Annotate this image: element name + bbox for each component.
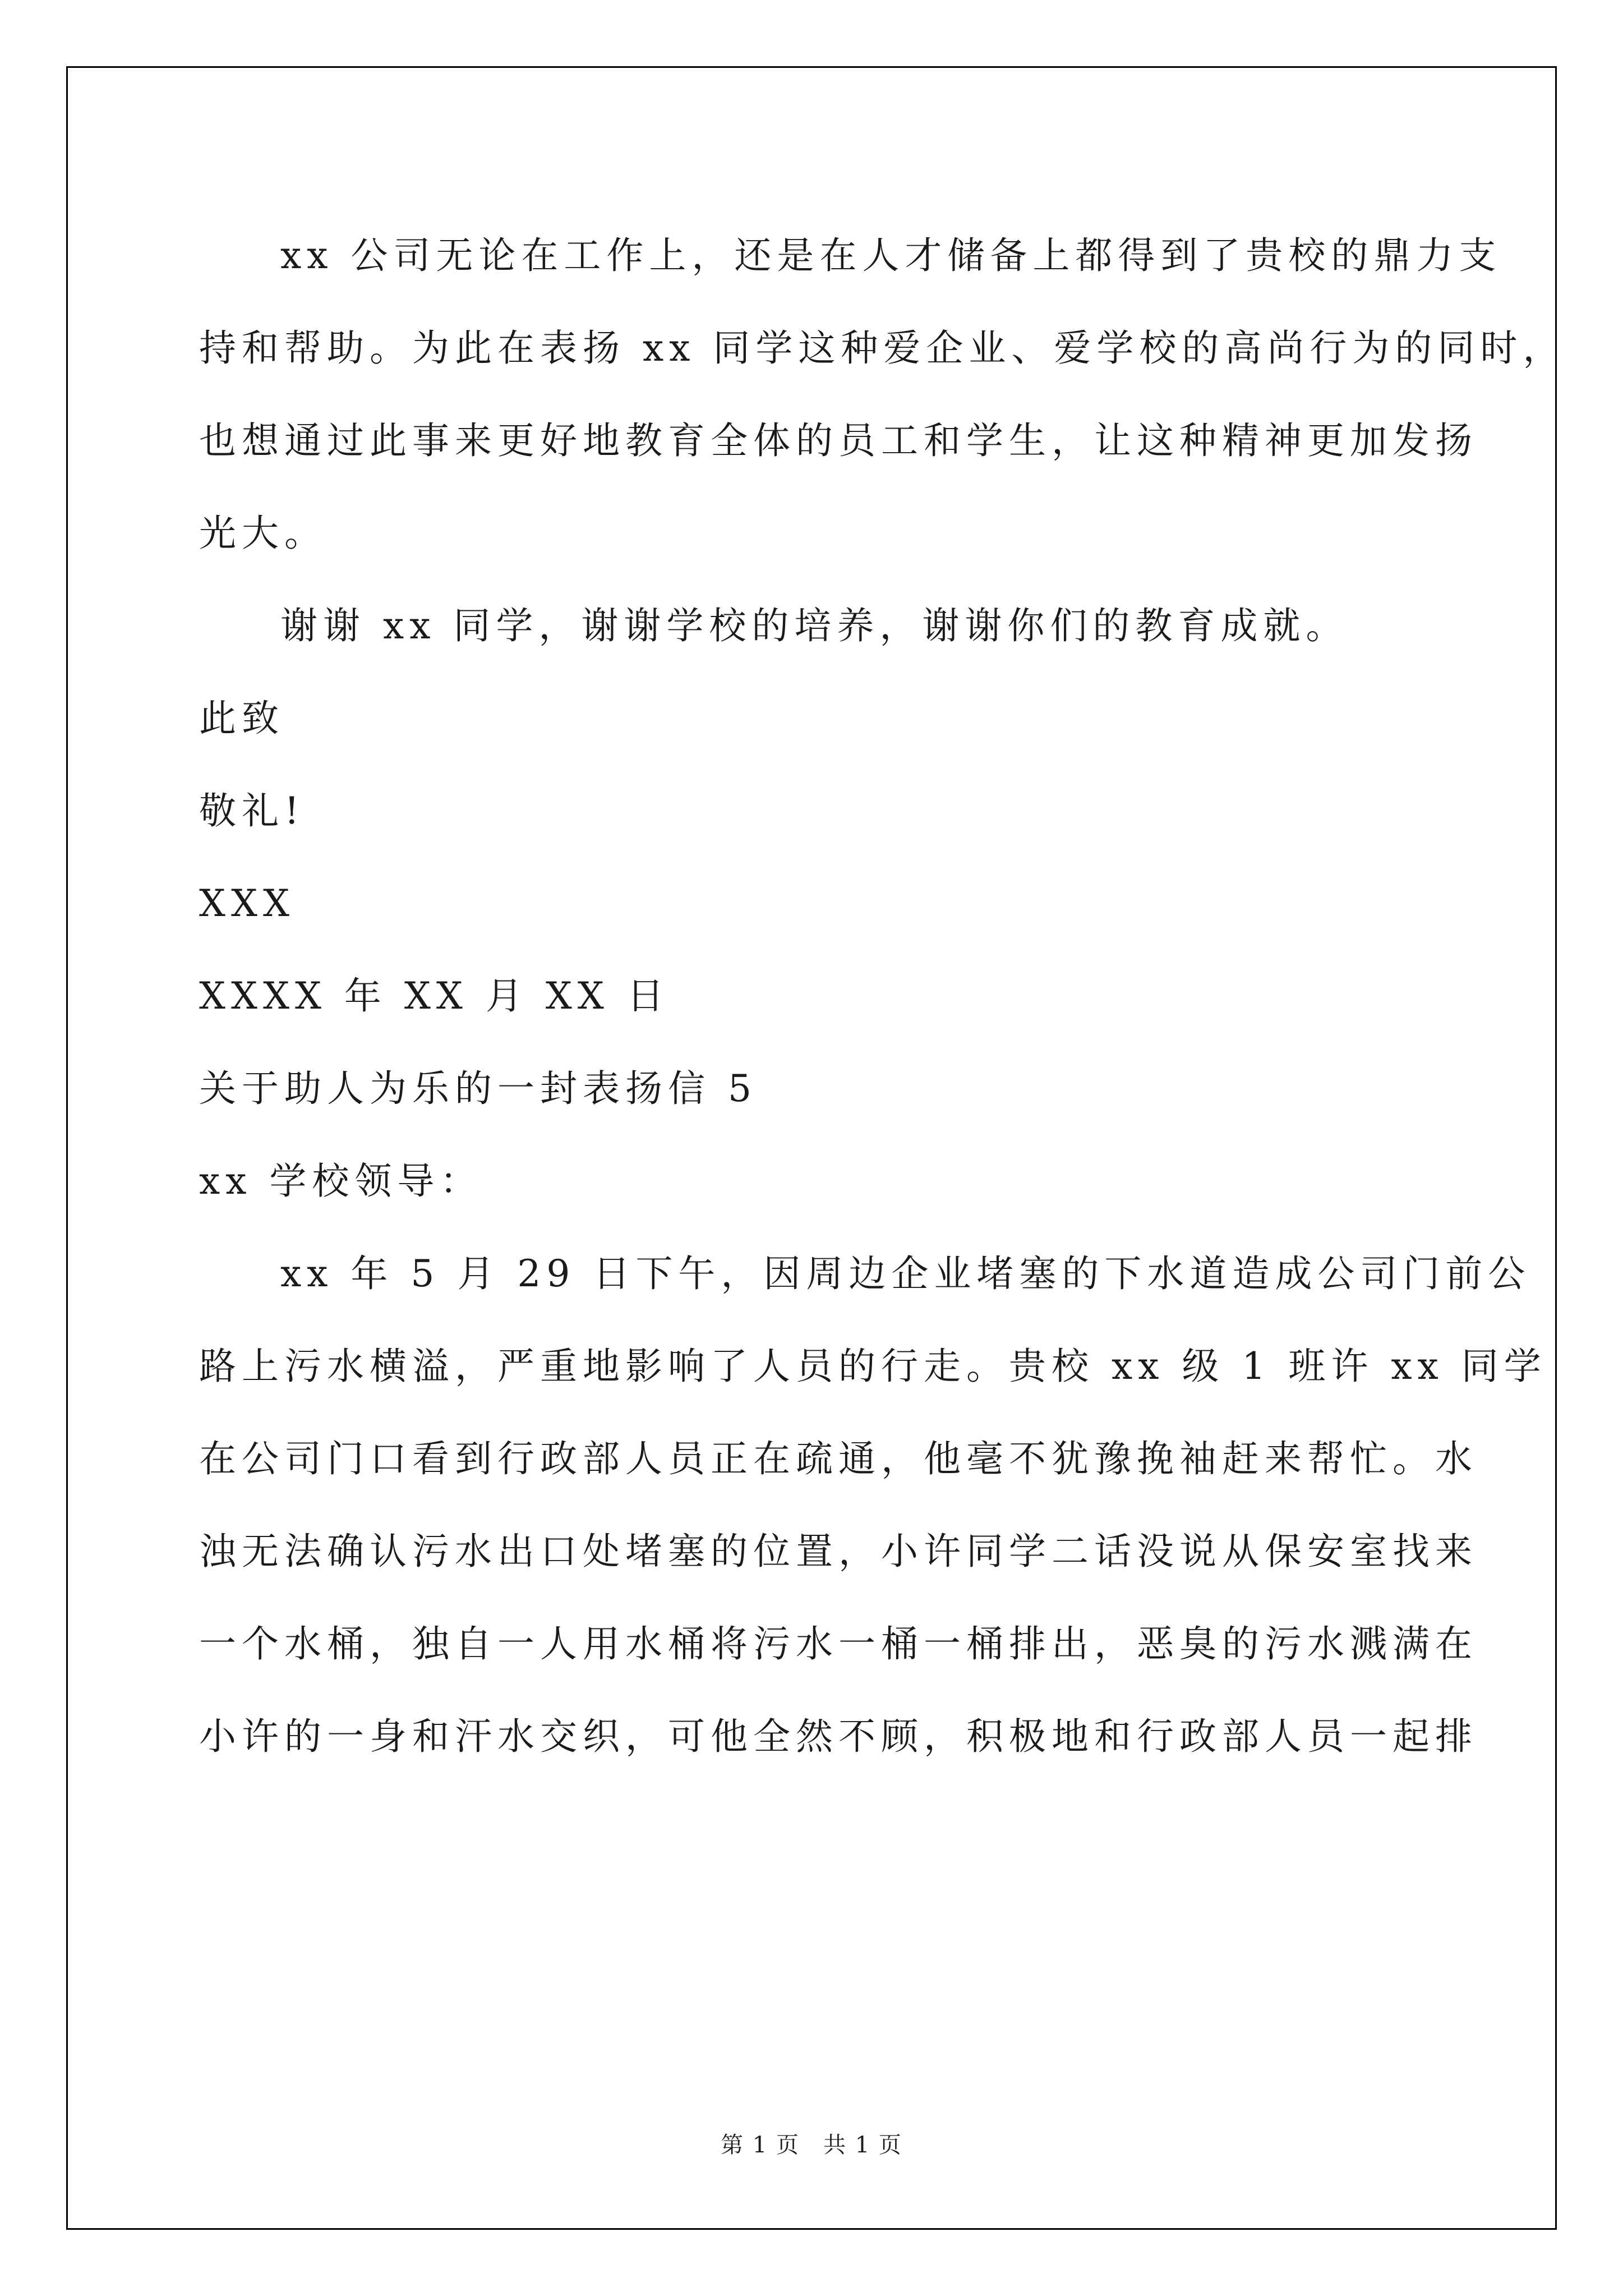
letter-greeting: xx 学校领导：	[199, 1159, 483, 1203]
paragraph-line: xx 公司无论在工作上，还是在人才储备上都得到了贵校的鼎力支	[280, 234, 1502, 277]
signature-date: XXXX 年 XX 月 XX 日	[199, 974, 670, 1018]
closing-regards: 敬礼!	[199, 789, 305, 832]
paragraph-line: 小许的一身和汗水交织，可他全然不顾，积极地和行政部人员一起排	[199, 1715, 1478, 1758]
page-number: 第 1 页 共 1 页	[721, 2132, 902, 2158]
closing-salutation: 此致	[199, 697, 284, 740]
paragraph-line: xx 年 5 月 29 日下午，因周边企业堵塞的下水道造成公司门前公	[280, 1252, 1531, 1295]
paragraph-line: 浊无法确认污水出口处堵塞的位置，小许同学二话没说从保安室找来	[199, 1530, 1478, 1573]
paragraph-line: 光大。	[199, 512, 327, 555]
paragraph-line: 也想通过此事来更好地教育全体的员工和学生，让这种精神更加发扬	[199, 419, 1478, 462]
letter-body	[199, 217, 1566, 1790]
signature-name: XXX	[199, 882, 295, 925]
section-title: 关于助人为乐的一封表扬信 5	[199, 1067, 757, 1110]
paragraph-line: 一个水桶，独自一人用水桶将污水一桶一桶排出，恶臭的污水溅满在	[199, 1622, 1478, 1665]
paragraph-line: 在公司门口看到行政部人员正在疏通，他毫不犹豫挽袖赶来帮忙。水	[199, 1437, 1478, 1480]
paragraph-line: 路上污水横溢，严重地影响了人员的行走。贵校 xx 级 1 班许 xx 同学	[199, 1345, 1547, 1388]
paragraph-line: 持和帮助。为此在表扬 xx 同学这种爱企业、爱学校的高尚行为的同时，	[199, 326, 1566, 370]
paragraph-line: 谢谢 xx 同学，谢谢学校的培养，谢谢你们的教育成就。	[280, 604, 1349, 647]
